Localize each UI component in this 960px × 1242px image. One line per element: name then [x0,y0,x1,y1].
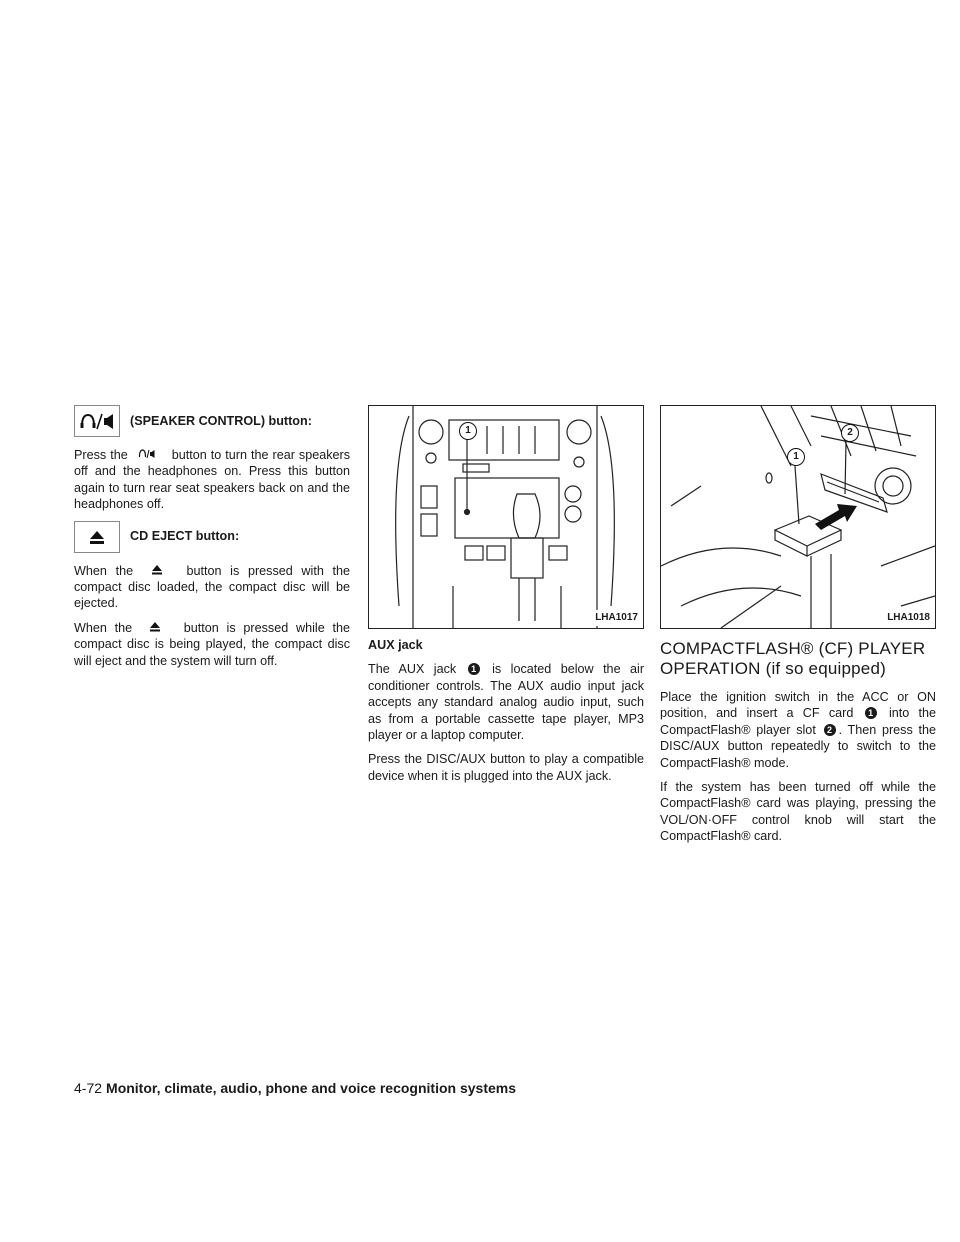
cf-paragraph-2: If the system has been turned off while the CompactFlash® card was playing, pressing the VOL/ON·OFF control knob will start the CompactFlash® card. [660,780,936,844]
figure1-callout-1: 1 [459,422,477,440]
aux-jack-illustration [369,406,643,628]
speaker-para-after: button to turn the rear speakers off and the headphones on. Press this button again to turn rear seat speakers back on and the headphones off. [74,448,351,512]
figure2-label: LHA1018 [885,610,932,626]
aux-paragraph-1 [368,661,644,743]
cd-eject-heading-text: CD EJECT button: [130,529,240,544]
aux-paragraph-2: Press the DISC/AUX button to play a compatible device when it is plugged into the AUX jack. [368,752,644,783]
figure1-label: LHA1017 [593,610,640,626]
column-3 [660,405,936,853]
speaker-control-paragraph [74,447,350,513]
headphone-speaker-icon [138,448,156,460]
cf-para1-a: Place the ignition switch in the ACC or ON position, and insert a CF card [660,690,936,721]
eject-paragraph-1 [74,563,350,612]
page-number: 4-72 [74,1080,103,1096]
figure-cf-slot [660,405,936,629]
speaker-control-heading [74,405,350,437]
cf-card-illustration [661,406,935,628]
cf-callout-number-2: 2 [824,724,836,736]
figure2-callout-1: 1 [787,448,805,466]
page-footer [74,1080,516,1096]
cf-paragraph-1 [660,689,936,771]
eject-para1-before: When the [74,563,134,578]
eject-icon [148,564,166,576]
cf-callout-number-1: 1 [865,707,877,719]
cd-eject-heading [74,521,350,553]
cd-eject-button-icon [74,521,120,553]
column-1 [74,405,350,677]
eject-icon [146,621,164,633]
speaker-para-before: Press the [74,448,128,462]
aux-para1-before: The AUX jack [368,662,457,677]
speaker-control-heading-text: (SPEAKER CONTROL) button: [130,413,312,428]
aux-jack-heading: AUX jack [368,638,423,652]
eject-para1-after: button is pressed with the compact disc loaded, the compact disc will be ejected. [74,563,351,611]
footer-title: Monitor, climate, audio, phone and voice recognition systems [106,1080,516,1096]
figure-aux-jack [368,405,644,629]
eject-paragraph-2 [74,620,350,669]
eject-para2-after: button is pressed while the compact disc is being played, the compact disc will eject and the system will turn off. [74,620,350,668]
figure2-callout-2: 2 [841,424,859,442]
column-2 [368,405,644,792]
aux-callout-number: 1 [468,663,480,675]
aux-para1-after: is located below the air conditioner controls. The AUX audio input jack accepts any standard analog audio input, such as from a portable cassette tape player, MP3 player or a laptop computer. [368,662,645,743]
cf-player-heading: COMPACTFLASH® (CF) PLAYER OPERATION (if so equipped) [660,639,926,678]
speaker-control-icon [74,405,120,437]
cf-para1-c: . Then press the DISC/AUX button repeatedly to switch to the CompactFlash® mode. [660,722,937,770]
cf-para1-b: into the CompactFlash® player slot [660,706,937,737]
eject-para2-before: When the [74,620,133,635]
